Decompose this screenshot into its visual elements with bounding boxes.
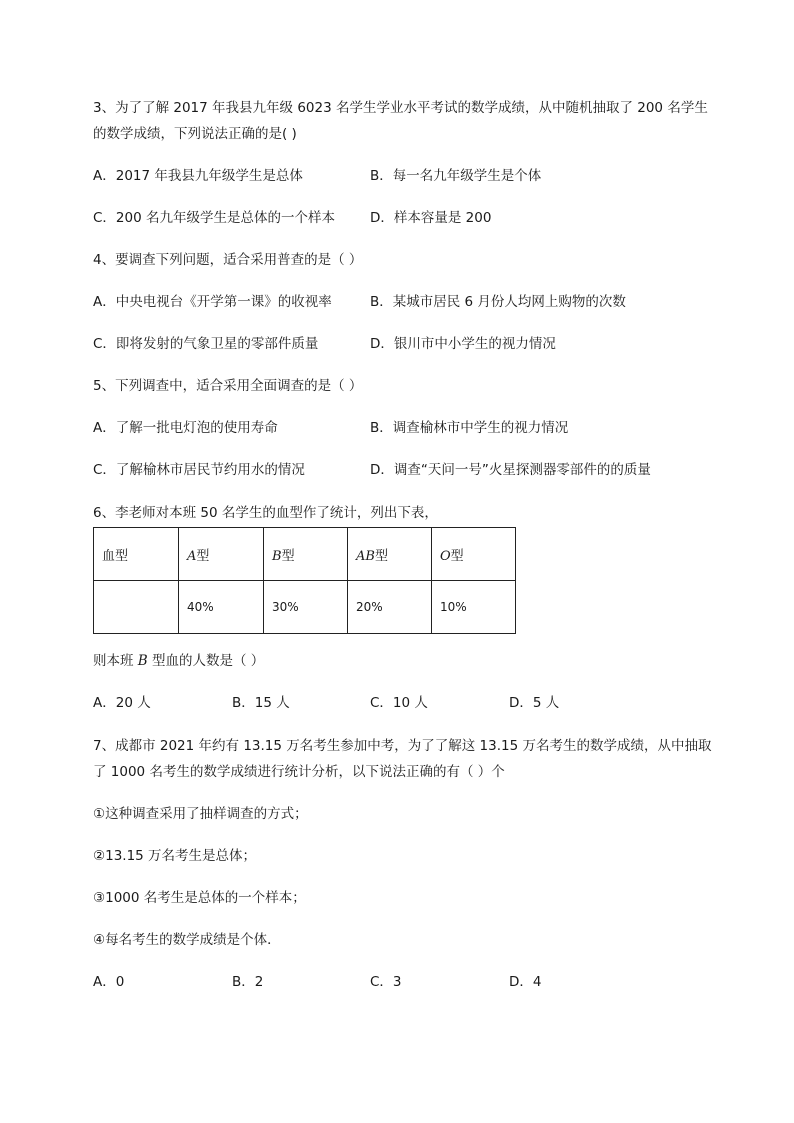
q4-option-b: B．某城市居民 6 月份人均网上购物的次数 (370, 294, 626, 310)
q6-option-b: B．15 人 (232, 695, 290, 711)
q6-question-var: B (137, 653, 148, 669)
table-cell (94, 581, 179, 634)
q4-option-d: D．银川市中小学生的视力情况 (370, 336, 556, 352)
q7-option-d: D．4 (509, 974, 542, 990)
q6-question-post: 型血的人数是（ ） (147, 653, 265, 669)
q7-statement-1: ①这种调查采用了抽样调查的方式； (93, 806, 308, 822)
q5-option-d: D．调查“天问一号”火星探测器零部件的的质量 (370, 462, 651, 478)
q6-option-c: C．10 人 (370, 695, 428, 711)
q3-option-a: A．2017 年我县九年级学生是总体 (93, 168, 303, 184)
q7-option-c: C．3 (370, 974, 402, 990)
q7-stem-line2: 了 1000 名考生的数学成绩进行统计分析，以下说法正确的有（ ）个 (93, 764, 505, 780)
q6-stem: 6、李老师对本班 50 名学生的血型作了统计，列出下表， (93, 505, 438, 521)
table-header-cell (179, 528, 264, 581)
q6-question-pre: 则本班 (93, 653, 138, 669)
table-cell: 20% (348, 581, 432, 634)
q3-option-c: C．200 名九年级学生是总体的一个样本 (93, 210, 335, 226)
q7-stem-line1: 7、成都市 2021 年约有 13.15 万名考生参加中考，为了了解这 13.15 万名考生的数学成绩，从中抽取 (93, 738, 712, 754)
q3-stem-line1: 3、为了了解 2017 年我县九年级 6023 名学生学业水平考试的数学成绩，从中随机抽取了 200 名学生 (93, 100, 708, 116)
q3-option-d: D．样本容量是 200 (370, 210, 492, 226)
q5-option-b: B．调查榆林市中学生的视力情况 (370, 420, 569, 436)
type-suffix: 型 (450, 548, 464, 564)
q6-question (93, 651, 264, 671)
table-header-row (94, 528, 516, 581)
table-header-cell (264, 528, 348, 581)
table-row (94, 581, 516, 634)
type-suffix: 型 (196, 548, 210, 564)
table-header-cell (432, 528, 516, 581)
q7-option-b: B．2 (232, 974, 264, 990)
q5-stem: 5、下列调查中，适合采用全面调查的是（ ） (93, 378, 363, 394)
header-blood-type: 血型 (102, 548, 129, 564)
q3-option-b: B．每一名九年级学生是个体 (370, 168, 542, 184)
table-header-cell (348, 528, 432, 581)
q3-stem-line2: 的数学成绩，下列说法正确的是( ) (93, 126, 297, 142)
table-header-cell (94, 528, 179, 581)
type-b-letter: B (272, 548, 282, 564)
type-suffix: 型 (374, 548, 388, 564)
type-a-letter: A (187, 548, 197, 564)
q4-stem: 4、要调查下列问题，适合采用普查的是（ ） (93, 252, 363, 268)
q7-statement-2: ②13.15 万名考生是总体； (93, 848, 257, 864)
q4-option-c: C．即将发射的气象卫星的零部件质量 (93, 336, 319, 352)
q7-statement-3: ③1000 名考生是总体的一个样本； (93, 890, 306, 906)
table-cell: 40% (179, 581, 264, 634)
q5-option-c: C．了解榆林市居民节约用水的情况 (93, 462, 305, 478)
type-suffix: 型 (281, 548, 295, 564)
q7-statement-4: ④每名考生的数学成绩是个体． (93, 932, 281, 948)
type-o-letter: O (440, 548, 451, 564)
q6-option-d: D．5 人 (509, 695, 560, 711)
table-cell: 10% (432, 581, 516, 634)
type-ab-letter: AB (356, 548, 375, 564)
q7-option-a: A．0 (93, 974, 125, 990)
blood-type-table (93, 527, 516, 634)
q4-option-a: A．中央电视台《开学第一课》的收视率 (93, 294, 332, 310)
table-cell: 30% (264, 581, 348, 634)
q6-option-a: A．20 人 (93, 695, 151, 711)
q5-option-a: A．了解一批电灯泡的使用寿命 (93, 420, 278, 436)
